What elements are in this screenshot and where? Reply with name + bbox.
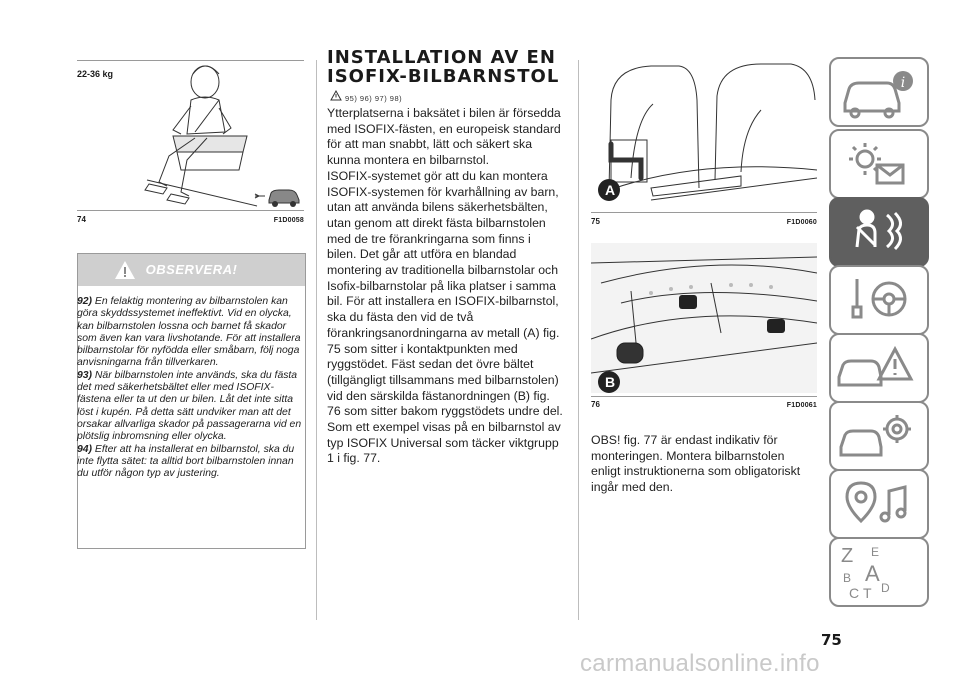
warning-title: OBSERVERA! [145, 262, 238, 277]
figure-code: F1D0058 [273, 217, 304, 224]
figure-74 [77, 60, 304, 228]
column-divider [578, 60, 579, 620]
tab-maintenance[interactable] [829, 401, 929, 471]
car-service-icon [831, 403, 927, 469]
warning-text [77, 296, 303, 480]
figure-marker: B [604, 374, 616, 390]
alphabet-index-icon [831, 539, 927, 605]
key-steering-wheel-icon [831, 267, 927, 333]
index-letter: B [843, 571, 852, 585]
warning-item [77, 296, 303, 370]
warning-item-text: När bilbarnstolen inte används, ska du fästa det med säkerhetsbältet eller med ISOFIX-fästena eller ta ut den ur bilen. Låt det inte sitta löst i kupén. På detta sätt undviker man att det orsakar allvarliga skador på passagerarna vid en plötslig inbromsning eller olycka. [77, 369, 302, 443]
tab-safety[interactable] [829, 197, 929, 267]
tab-starting-driving[interactable] [829, 265, 929, 335]
figure-marker: A [604, 182, 616, 198]
tab-emergency[interactable] [829, 333, 929, 403]
section-title-line: ISOFIX-BILBARNSTOL [327, 66, 560, 87]
warning-item [77, 444, 303, 481]
column-divider [316, 60, 317, 620]
index-letter: A [865, 561, 880, 586]
figure-75 [591, 60, 817, 230]
watermark: carmanualsonline.info [580, 650, 820, 677]
warning-item-text: Efter att ha installerat en bilbarnstol, ska du inte flytta sätet: ta alltid bort bilbarnstolen innan du utför någon typ av justering. [77, 443, 295, 480]
car-small-icon [253, 186, 301, 208]
figure-76 [591, 243, 817, 415]
page-number: 75 [821, 631, 842, 649]
paragraph: Som ett exempel visas på en bilbarnstol av typ ISOFIX Universal som täcker viktgrupp 1 i fig. 77. [327, 420, 561, 466]
paragraph: OBS! fig. 77 är endast indikativ för monteringen. Montera bilbarnstolen enligt instruktionerna som obligatoriskt ingår med den. [591, 433, 801, 495]
tab-index[interactable] [829, 537, 929, 607]
index-letter: T [863, 585, 872, 601]
index-letter: C [849, 585, 860, 601]
warning-header [78, 254, 305, 286]
warning-item-number: 94) [77, 443, 93, 455]
tab-dashboard-lights[interactable] [829, 129, 929, 199]
section-title [327, 48, 559, 86]
figure-number: 75 [591, 217, 600, 226]
figure-weight-label: 22-36 kg [77, 69, 114, 79]
figure-number: 74 [77, 215, 86, 224]
car-warning-icon [831, 335, 927, 401]
warning-small-icon [330, 90, 342, 101]
car-info-icon [831, 59, 927, 125]
warning-references: 95) 96) 97) 98) [345, 94, 403, 103]
warning-item-number: 93) [77, 369, 93, 381]
figure-number: 76 [591, 400, 600, 409]
paragraph: Ytterplatserna i baksätet i bilen är försedda med ISOFIX-fästen, en europeisk standard för att man snabbt, lätt och säkert ska kunna montera en bilbarnstol. [327, 106, 561, 168]
figure-code: F1D0060 [786, 219, 817, 226]
paragraph: ISOFIX-systemet gör att du kan montera ISOFIX-systemen för kvarhållning av barn, utan att använda bilens säkerhetsbälten, utan genom att direkt fästa bilbarnstolen med de tre förankringarna som finns i bilen. Det går att utföra en blandad montering av traditionella bilbarnstolar och Isofix-bilbarnstolar på lika platser i samma bil. För att installera en ISOFIX-bilbarnstol, ska du fästa den vid de två förankringsanordningarna av metall (A) fig. 75 som sitter i kontaktpunkten med ryggstödet. Fäst sedan det övre bältet (tillgängligt tillsammans med bilbarnstolen) vid den särskilda fästanordningen (B) fig. 76 som sitter bakom ryggstödets undre del. [327, 168, 563, 419]
media-location-icon [831, 471, 927, 537]
note-text [591, 433, 817, 496]
section-title-line: INSTALLATION AV EN [327, 47, 556, 68]
index-letter: E [871, 545, 880, 559]
index-letter: Z [841, 545, 854, 567]
seatback-anchor-illustration [591, 243, 817, 393]
seatbelt-airbag-icon [831, 199, 927, 265]
section-body [327, 106, 563, 467]
svg-text:i: i [900, 75, 906, 91]
warning-item [77, 370, 303, 444]
tab-vehicle-info[interactable] [829, 57, 929, 127]
sun-envelope-icon [831, 131, 927, 197]
rear-seat-isofix-illustration [591, 60, 817, 210]
tab-multimedia[interactable] [829, 469, 929, 539]
warning-item-text: En felaktig montering av bilbarnstolen kan göra skyddssystemet ineffektivt. Vid en olycka, kan bilbarnstolen lossna och barnet få skador som även kan vara livshotande. För att installera bilbarnstolar för nyfödda eller småbarn, följ noga anvisningarna från tillverkaren. [77, 296, 301, 369]
warning-item-number: 92) [77, 296, 93, 307]
figure-code: F1D0061 [786, 402, 817, 409]
index-letter: D [881, 581, 890, 595]
